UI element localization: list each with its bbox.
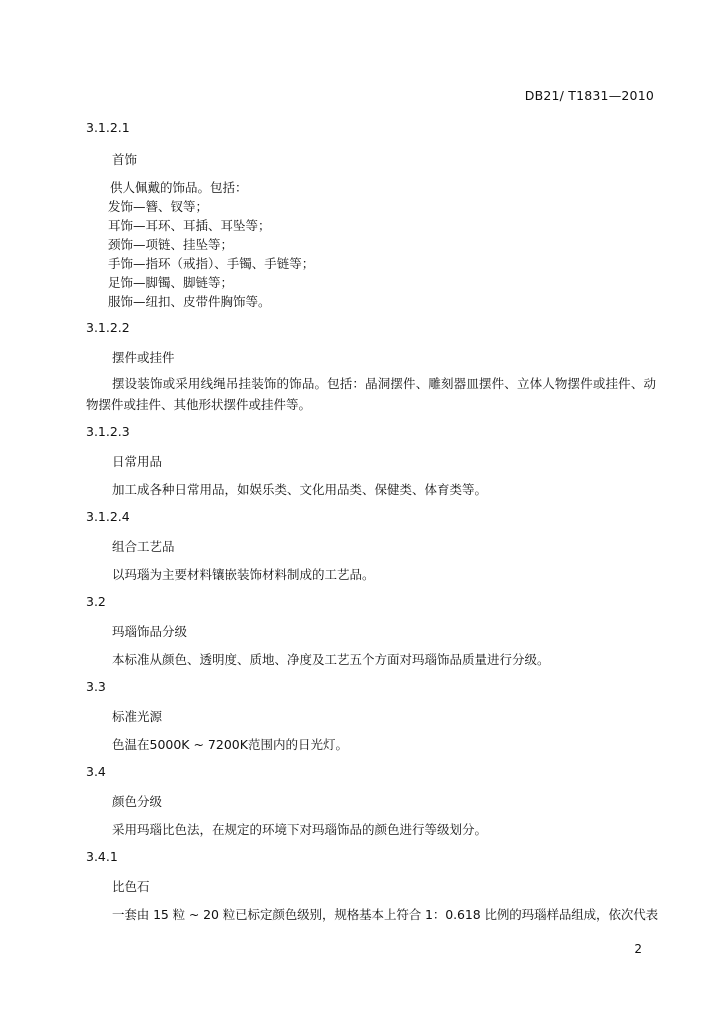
section-number: 3.4 (86, 764, 106, 779)
section-number: 3.1.2.4 (86, 509, 130, 524)
section-number: 3.4.1 (86, 849, 118, 864)
section-number: 3.1.2.1 (86, 120, 130, 135)
list-item: 发饰—簪、钗等； (108, 199, 209, 214)
section-description: 本标准从颜色、透明度、质地、净度及工艺五个方面对玛瑙饰品质量进行分级。 (112, 652, 550, 667)
section-term: 摆件或挂件 (112, 350, 175, 365)
section-description: 加工成各种日常用品，如娱乐类、文化用品类、保健类、体育类等。 (112, 482, 488, 497)
list-item: 足饰—脚镯、脚链等； (108, 275, 234, 290)
section-description: 色温在5000K ~ 7200K范围内的日光灯。 (112, 737, 348, 752)
section-term: 组合工艺品 (112, 539, 175, 554)
section-term: 日常用品 (112, 454, 163, 469)
section-description: 以玛瑙为主要材料镶嵌装饰材料制成的工艺品。 (112, 567, 375, 582)
page-number: 2 (634, 942, 642, 956)
section-term: 首饰 (112, 152, 138, 167)
list-item: 耳饰—耳环、耳插、耳坠等； (108, 218, 271, 233)
section-number: 3.1.2.2 (86, 320, 130, 335)
list-item: 手饰—指环（戒指）、手镯、手链等； (108, 256, 315, 271)
section-description: 摆设装饰或采用线绳吊挂装饰的饰品。包括：晶洞摆件、雕刻器皿摆件、立体人物摆件或挂件、动物摆件或挂件、其他形状摆件或挂件等。 (86, 376, 656, 412)
list-item: 颈饰—项链、挂坠等； (108, 237, 234, 252)
section-term: 颜色分级 (112, 794, 163, 809)
section-term: 玛瑙饰品分级 (112, 624, 188, 639)
section-intro: 供人佩戴的饰品。包括： (110, 180, 248, 195)
section-term: 标准光源 (112, 709, 163, 724)
section-number: 3.2 (86, 594, 106, 609)
list-item: 服饰—纽扣、皮带件胸饰等。 (108, 294, 271, 309)
section-description: 一套由 15 粒 ~ 20 粒已标定颜色级别，规格基本上符合 1：0.618 比例的玛瑙样品组成，依次代表 (112, 907, 659, 922)
standard-code-header: DB21/ T1831—2010 (524, 88, 654, 103)
section-description: 采用玛瑙比色法，在规定的环境下对玛瑙饰品的颜色进行等级划分。 (112, 822, 488, 837)
section-term: 比色石 (112, 879, 150, 894)
section-number: 3.3 (86, 679, 106, 694)
section-number: 3.1.2.3 (86, 424, 130, 439)
